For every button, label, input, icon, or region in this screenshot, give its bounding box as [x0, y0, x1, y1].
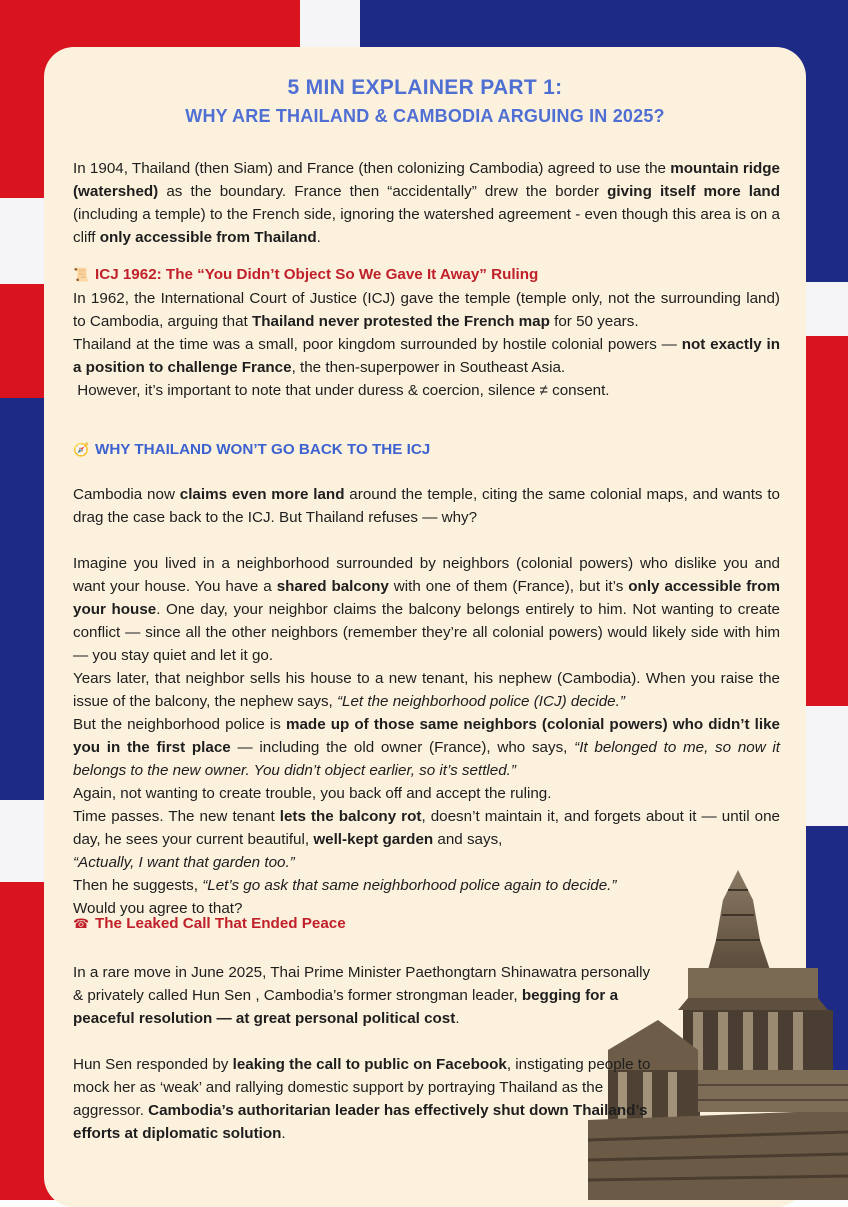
- intro-paragraph: In 1904, Thailand (then Siam) and France (then colonizing Cambodia) agreed to use the mountain ridge (watershed) as the boundary. France then “accidentally” drew the border giving itself more land (including a temple) to the French side, ignoring the watershed agreement - even though this area is on a cliff only accessible from Thailand.: [73, 160, 780, 246]
- title-line-2: WHY ARE THAILAND & CAMBODIA ARGUING IN 2025?: [185, 106, 665, 126]
- leak-heading: ☎ The Leaked Call That Ended Peace: [73, 913, 346, 935]
- why-heading: 🧭 WHY THAILAND WON’T GO BACK TO THE ICJ: [73, 439, 430, 461]
- icj-heading: 📜 ICJ 1962: The “You Didn’t Object So We Gave It Away” Ruling: [73, 264, 538, 286]
- title-line-1: 5 MIN EXPLAINER PART 1:: [287, 76, 563, 99]
- compass-icon: 🧭: [73, 442, 90, 457]
- leak-section-body: In a rare move in June 2025, Thai Prime Minister Paethongtarn Shinawatra personally & privately called Hun Sen , Cambodia’s former strongman leader, begging for a peaceful resolution — at great personal political cost. Hun Sen responded by leaking the call to public on Facebook, instigating people to mock her as ‘weak’ and rallying domestic support by portraying Thailand as the aggressor. Cambodia’s authoritarian leader has effectively shut down Thailand’s efforts at diplomatic solution.: [73, 964, 651, 1142]
- telephone-icon: ☎: [73, 916, 90, 931]
- icj-section-body: In 1962, the International Court of Justice (ICJ) gave the temple (temple only, not the surrounding land) to Cambodia, arguing that Thailand never protested the French map for 50 years. Thailand at the time was a small, poor kingdom surrounded by hostile colonial powers — not exactly in a position to challenge France, the then-superpower in Southeast Asia. However, it’s important to note that under duress & coercion, silence ≠ consent.: [73, 290, 780, 399]
- why-section-body: Cambodia now claims even more land around the temple, citing the same colonial maps, and wants to drag the case back to the ICJ. But Thailand refuses — why? Imagine you lived in a neighborhood surrounded by neighbors (colonial powers) who dislike you and want your house. You have a shared balcony with one of them (France), but it’s only accessible from your house. One day, your neighbor claims the balcony belongs entirely to him. Not wanting to create conflict — since all the other neighbors (remember they’re all colonial powers) would likely side with him — you stay quiet and let it go. Years later, that neighbor sells his house to a new tenant, his nephew (Cambodia). When you raise the issue of the balcony, the nephew says, “Let the neighborhood police (ICJ) decide.” But the neighborhood police is made up of those same neighbors (colonial powers) who didn’t like you in the first place — including the old owner (France), who says, “It belonged to me, so now it belongs to the new owner. You didn’t object earlier, so it’s settled.” Again, not wanting to create trouble, you back off and accept the ruling. Time passes. The new tenant lets the balcony rot, doesn’t maintain it, and forgets about it — until one day, he sees your current beautiful, well-kept garden and says, “Actually, I want that garden too.” Then he suggests, “Let’s go ask that same neighborhood police again to decide.” Would you agree to that?: [73, 486, 781, 917]
- scroll-icon: 📜: [73, 267, 90, 282]
